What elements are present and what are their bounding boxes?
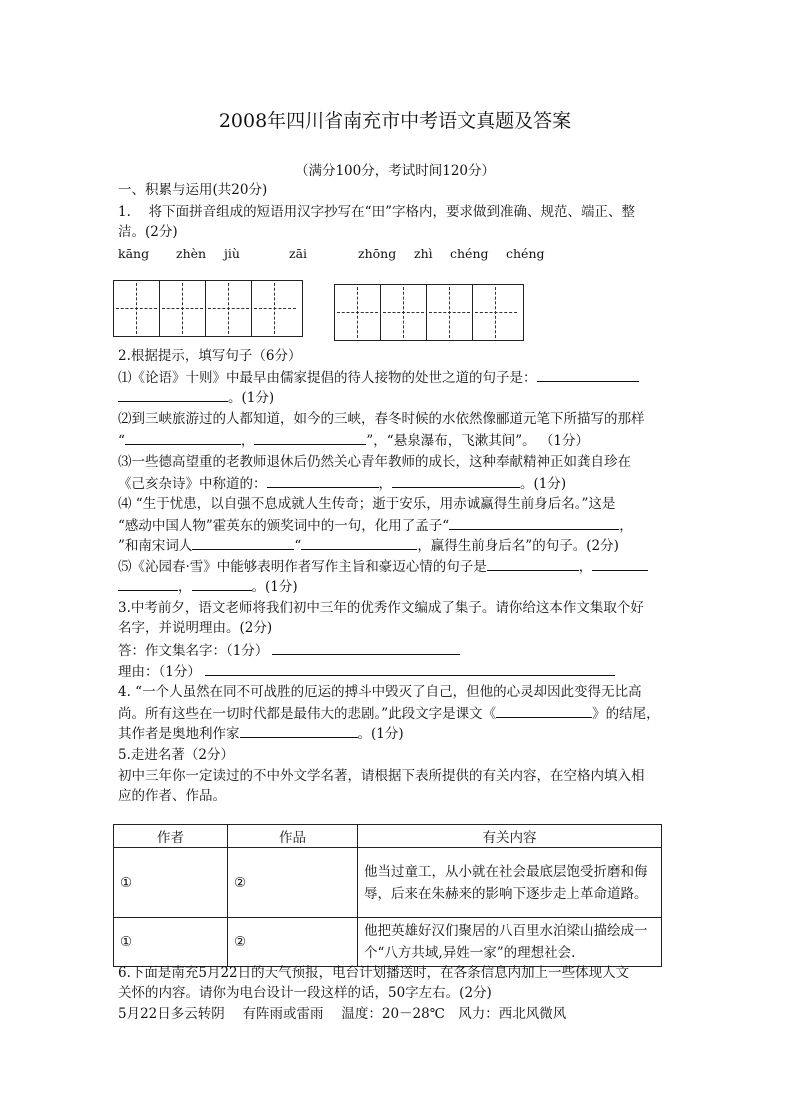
pinyin: chéng [450, 246, 489, 261]
q3-answer [118, 640, 460, 661]
answer-blank[interactable] [205, 661, 615, 676]
q4-prompt: 4. “一个人虽然在同不可战胜的厄运的搏斗中毁灭了自己，但他的心灵却因此变得无比高 [118, 684, 642, 700]
q1-prompt: 1. 将下面拼音组成的短语用汉字抄写在“田”字格内，要求做到准确、规范、端正、整 [118, 204, 635, 220]
section-heading: 一、积累与运用(共20分) [118, 182, 268, 198]
q2-item5-text: ⑸《沁园春·雪》中能够表明作者写作主旨和豪迈心情的句子是 [118, 559, 487, 575]
author-cell[interactable]: ① [114, 918, 228, 967]
comma: ， [378, 476, 392, 492]
tian-cell[interactable] [114, 281, 160, 336]
q2-item2: ⑵到三峡旅游过的人都知道，如今的三峡，春冬时候的水依然像郦道元笔下所描写的那样 [118, 411, 645, 427]
content-cell: 他把英雄好汉们聚居的八百里水泊梁山描绘成一个“八方共域,异姓一家”的理想社会. [358, 918, 662, 967]
works-table [113, 824, 662, 967]
answer-blank[interactable] [301, 535, 417, 550]
answer-blank[interactable] [449, 515, 619, 530]
q1-prompt-cont: 洁。(2分) [118, 224, 178, 240]
q6-prompt: 6.下面是南充5月22日的天气预报，电台计划播送时，在各条信息内加上一些体现人文 [118, 965, 630, 981]
q2-item4-cont2 [118, 535, 619, 556]
work-cell[interactable]: ② [228, 918, 358, 967]
q2-item4-tail: ，赢得生前身后名”的句子。(2分) [417, 538, 619, 554]
tian-cell[interactable] [427, 285, 473, 340]
q2-item4-cont [118, 515, 633, 536]
q2-item3-score: 。(1分) [520, 476, 567, 492]
answer-blank[interactable] [192, 535, 294, 550]
q2-item4: ⑷ “生于忧患，以自强不息成就人生传奇；逝于安乐，用赤诚赢得生前身后名。”这是 [118, 496, 616, 512]
tian-cell[interactable] [206, 281, 252, 336]
work-cell[interactable]: ② [228, 848, 358, 918]
page-title: 2008年四川省南充市中考语文真题及答案 [218, 110, 572, 132]
answer-blank[interactable] [496, 703, 592, 718]
answer-blank[interactable] [592, 556, 648, 571]
q2-item3-cont [118, 473, 566, 494]
q4-text: 尚。所有这些在一切时代都是最伟大的悲剧。”此段文字是课文《 [118, 706, 497, 722]
q5-prompt: 初中三年你一定读过的不中外文学名著，请根据下表所提供的有关内容，在空格内填入相 [118, 768, 645, 784]
pinyin: zhèn [176, 246, 207, 261]
q4-prompt-cont [118, 703, 660, 724]
comma: ， [240, 433, 255, 449]
exam-info: （满分100分，考试时间120分） [294, 163, 496, 179]
q2-item3: ⑶一些德高望重的老教师退休后仍然关心青年教师的成长，这种奉献精神正如龚自珍在 [118, 454, 631, 470]
q2-item2-cont [118, 430, 589, 451]
q2-heading: 2.根据提示，填写句子（6分） [118, 348, 302, 364]
q3-reason-label: 理由：（1分） [118, 664, 201, 680]
q5-prompt-cont: 应的作者、作品。 [118, 788, 226, 804]
pinyin: jiù [224, 246, 240, 261]
q2-item5 [118, 556, 648, 577]
pinyin: chéng [506, 246, 545, 261]
answer-blank[interactable] [254, 430, 366, 445]
tian-grid-right [334, 284, 524, 341]
quote-mark: “ [294, 538, 302, 554]
tian-cell[interactable] [335, 285, 381, 340]
q2-item2-tail: ”，“悬泉瀑布，飞漱其间”。 （1分） [366, 433, 589, 449]
answer-blank[interactable] [240, 723, 358, 738]
author-cell[interactable]: ① [114, 848, 228, 918]
q6-weather: 5月22日多云转阴 有阵雨或雷雨 温度：20－28℃ 风力：西北风微风 [118, 1006, 567, 1022]
answer-blank[interactable] [118, 576, 178, 591]
q2-item4-text: “感动中国人物”霍英东的颁奖词中的一句，化用了孟子“ [118, 518, 450, 534]
answer-blank[interactable] [272, 640, 460, 655]
q2-item4-text2: ”和南宋词人 [118, 538, 193, 554]
q2-item1-cont [118, 387, 274, 408]
comma: ， [178, 579, 192, 595]
answer-blank[interactable] [118, 387, 228, 402]
comma: ， [619, 518, 633, 534]
answer-blank[interactable] [487, 556, 579, 571]
pinyin: zhōng [358, 246, 397, 261]
q3-prompt: 3.中考前夕，语文老师将我们初中三年的优秀作文编成了集子。请你给这本作文集取个好 [118, 600, 644, 616]
q3-prompt-cont: 名字，并说明理由。(2分) [118, 620, 273, 636]
comma: ， [578, 559, 593, 575]
q3-reason [118, 661, 615, 682]
tian-cell[interactable] [252, 281, 298, 336]
q6-prompt-cont: 关怀的内容。请你为电台设计一段这样的话，50字左右。(2分) [118, 985, 492, 1001]
q2-item3-text: 《己亥杂诗》中称道的： [118, 476, 267, 492]
quote-mark: “ [118, 433, 125, 449]
q4-text-tail: 》的结尾， [592, 706, 660, 722]
answer-blank[interactable] [267, 473, 379, 488]
column-header: 有关内容 [358, 825, 662, 848]
table-header-row [114, 825, 662, 848]
q3-answer-label: 答：作文集名字：（1分） [118, 643, 269, 659]
q2-item1 [118, 367, 639, 388]
answer-blank[interactable] [537, 367, 639, 382]
pinyin: zhì [414, 246, 433, 261]
answer-blank[interactable] [125, 430, 241, 445]
pinyin: zāi [289, 246, 308, 261]
tian-grid-left [113, 280, 303, 337]
answer-blank[interactable] [192, 576, 252, 591]
q4-author-text: 其作者是奥地利作家 [118, 726, 240, 742]
q4-score: 。(1分) [357, 726, 404, 742]
q5-heading: 5.走进名著（2分） [118, 747, 234, 763]
q4-prompt-cont2 [118, 723, 404, 744]
table-row [114, 848, 662, 918]
q2-item5-cont [118, 576, 298, 597]
q2-item5-score: 。(1分) [251, 579, 298, 595]
tian-cell[interactable] [160, 281, 206, 336]
tian-cell[interactable] [473, 285, 519, 340]
column-header: 作品 [228, 825, 358, 848]
column-header: 作者 [114, 825, 228, 848]
pinyin: kāng [118, 246, 150, 261]
q2-item1-text: ⑴《论语》十则》中最早由儒家提倡的待人接物的处世之道的句子是： [118, 370, 537, 386]
q2-item1-score: 。(1分) [228, 390, 275, 406]
answer-blank[interactable] [392, 473, 520, 488]
tian-cell[interactable] [381, 285, 427, 340]
table-row [114, 918, 662, 967]
content-cell: 他当过童工，从小就在社会最底层饱受折磨和侮辱，后来在朱赫来的影响下逐步走上革命道路。 [358, 848, 662, 918]
